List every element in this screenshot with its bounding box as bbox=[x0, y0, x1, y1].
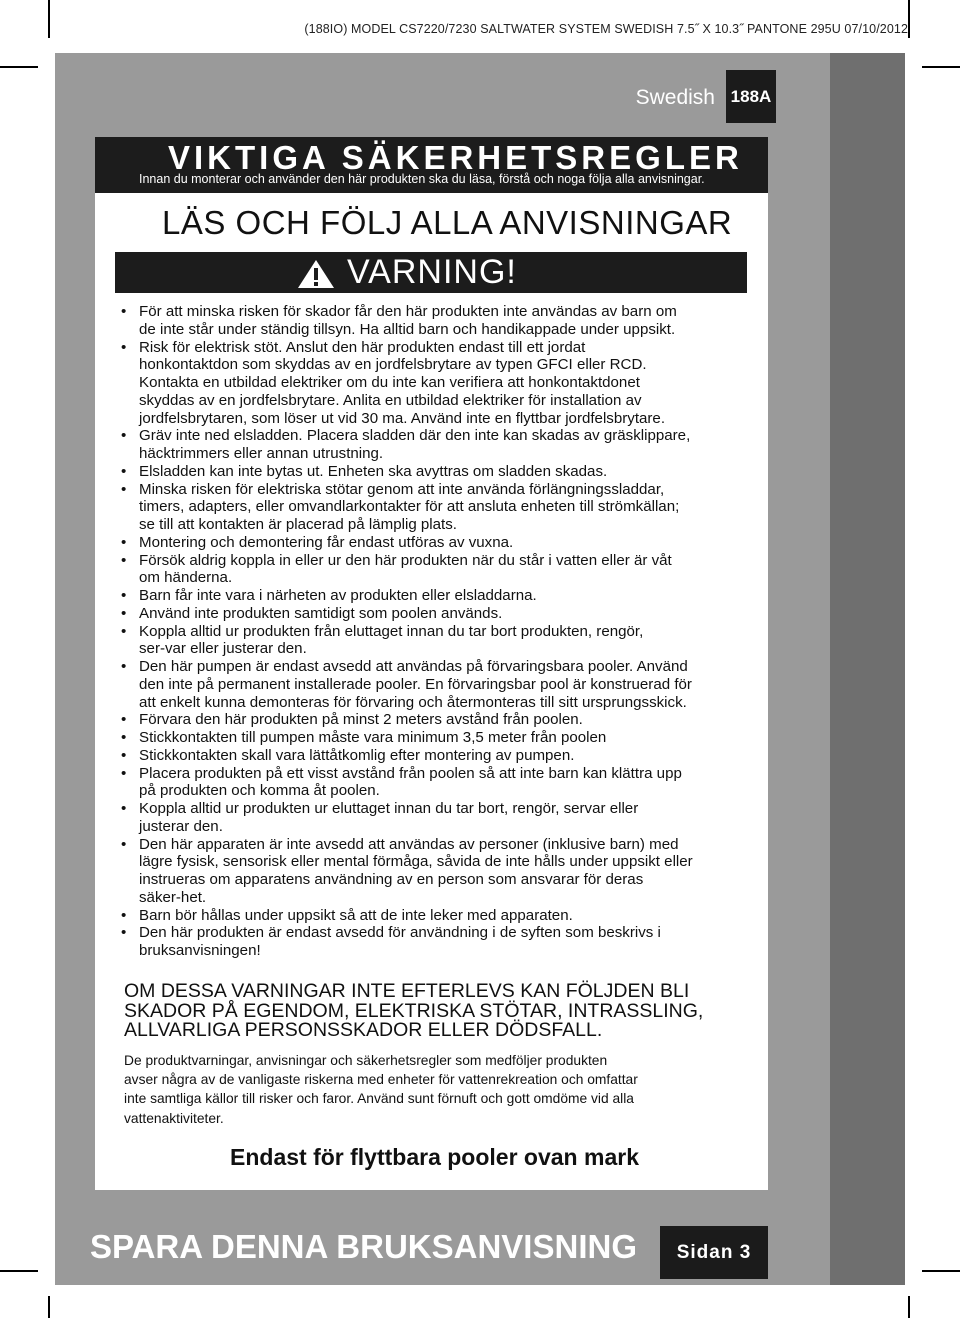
bullet-text: Gräv inte ned elsladden. Placera sladden där den inte kan skadas av gräsklippare, bbox=[139, 427, 691, 445]
bullet-icon: • bbox=[121, 604, 127, 622]
info-paragraph bbox=[124, 1051, 684, 1128]
bullet-icon: • bbox=[121, 711, 127, 729]
print-header: (188IO) MODEL CS7220/7230 SALTWATER SYSTEM SWEDISH 7.5˝ X 10.3˝ PANTONE 295U 07/10/2012 bbox=[304, 22, 908, 36]
bullet-item-continuation bbox=[121, 853, 751, 871]
bullet-icon: • bbox=[121, 462, 127, 480]
bullet-item-continuation bbox=[121, 942, 751, 960]
bullet-item bbox=[121, 339, 751, 357]
bullet-item bbox=[121, 534, 751, 552]
bullet-icon: • bbox=[121, 924, 127, 942]
language-label: Swedish bbox=[635, 86, 715, 109]
bullet-text: Den här produkten är endast avsedd för användning i de syften som beskrivs i bbox=[139, 924, 661, 942]
info-line: inte samtliga källor till risker och faror. Använd sunt förnuft och gott omdöme vid alla bbox=[124, 1091, 634, 1107]
bullet-icon: • bbox=[121, 587, 127, 604]
crop-mark bbox=[0, 66, 38, 68]
bullet-item bbox=[121, 623, 751, 641]
consequence-warning bbox=[124, 982, 703, 1041]
bullet-item bbox=[121, 605, 751, 623]
bullet-text: Den här pumpen är endast avsedd att användas på förvaringsbara pooler. Använd bbox=[139, 658, 688, 675]
bullet-item bbox=[121, 907, 751, 925]
bullet-text: Minska risken för elektriska stötar genom att inte använda förlängningssladdar, bbox=[139, 480, 665, 498]
bullet-item-continuation bbox=[121, 694, 751, 712]
bullet-text: Förvara den här produkten på minst 2 meters avstånd från poolen. bbox=[139, 711, 583, 729]
bullet-item bbox=[121, 800, 751, 818]
bullet-item-continuation bbox=[121, 410, 751, 428]
bullet-text: justerar den. bbox=[139, 817, 223, 835]
info-line: vattenaktiviteter. bbox=[124, 1110, 224, 1126]
bullet-text: Barn får inte vara i närheten av produkten eller elsladdarna. bbox=[139, 587, 537, 604]
read-heading: LÄS OCH FÖLJ ALLA ANVISNINGAR bbox=[162, 204, 733, 241]
bullet-icon: • bbox=[121, 658, 127, 675]
bullet-text: timers, adapters, eller omvandlarkontakter för att ansluta enheten till strömkällan; bbox=[139, 498, 680, 516]
bullet-icon: • bbox=[121, 835, 127, 853]
bullet-icon: • bbox=[121, 746, 127, 764]
bullet-text: lägre fysisk, sensorisk eller mental förmåga, såvida de inte hålls under uppsikt eller bbox=[139, 853, 693, 871]
bullet-text: Stickkontakten skall vara lättåtkomlig efter montering av pumpen. bbox=[139, 746, 575, 764]
intro-line: Innan du monterar och använder den här produkten ska du läsa, förstå och noga följa alla anvisningar. bbox=[139, 172, 705, 186]
bullet-item bbox=[121, 924, 751, 942]
bullet-item-continuation bbox=[121, 356, 751, 374]
bullet-text: honkontaktdon som skyddas av en jordfelsbrytare av typen GFCI eller RCD. bbox=[139, 356, 647, 374]
info-line: De produktvarningar, anvisningar och säkerhetsregler som medföljer produkten bbox=[124, 1053, 608, 1068]
bullet-text: Koppla alltid ur produkten ur eluttaget innan du tar bort, rengör, servar eller bbox=[139, 800, 639, 817]
bullet-icon: • bbox=[121, 338, 127, 356]
bullet-text: Elsladden kan inte bytas ut. Enheten ska avyttras om sladden skadas. bbox=[139, 462, 608, 480]
bullet-icon: • bbox=[121, 906, 127, 924]
bullet-item bbox=[121, 658, 751, 676]
bullet-item bbox=[121, 747, 751, 765]
crop-mark bbox=[908, 0, 910, 38]
bullet-icon: • bbox=[121, 427, 127, 445]
bullet-text: Risk för elektrisk stöt. Anslut den här produkten endast till ett jordat bbox=[139, 338, 586, 356]
crop-mark bbox=[48, 1296, 50, 1318]
consequence-line: OM DESSA VARNINGAR INTE EFTERLEVS KAN FÖLJDEN BLI bbox=[124, 980, 690, 1002]
bullet-text: om händerna. bbox=[139, 569, 233, 587]
bullet-icon: • bbox=[121, 551, 127, 569]
bullet-text: Barn bör hållas under uppsikt så att de inte leker med apparaten. bbox=[139, 906, 573, 924]
bullet-text: Stickkontakten till pumpen måste vara minimum 3,5 meter från poolen bbox=[139, 729, 607, 746]
bullet-text: jordfelsbrytaren, som löser ut vid 30 ma. Använd inte en flyttbar jordfelsbrytare. bbox=[139, 409, 666, 427]
bullet-item bbox=[121, 463, 751, 481]
bullet-text: Montering och demontering får endast utföras av vuxna. bbox=[139, 533, 514, 551]
bullet-item-continuation bbox=[121, 782, 751, 800]
bullet-item-continuation bbox=[121, 818, 751, 836]
edge-strip bbox=[830, 53, 905, 1285]
bullet-item bbox=[121, 765, 751, 783]
bullet-text: på produkten och komma åt poolen. bbox=[139, 782, 380, 800]
bullet-icon: • bbox=[121, 729, 127, 746]
bullet-icon: • bbox=[121, 622, 127, 640]
bullet-icon: • bbox=[121, 480, 127, 498]
bullet-item bbox=[121, 836, 751, 854]
bullet-item-continuation bbox=[121, 516, 751, 534]
bullet-item-continuation bbox=[121, 871, 751, 889]
bullet-text: Använd inte produkten samtidigt som poolen används. bbox=[139, 604, 503, 622]
footer-title: SPARA DENNA BRUKSANVISNING bbox=[90, 1228, 637, 1265]
warning-label: VARNING! bbox=[347, 253, 517, 291]
bullet-icon: • bbox=[121, 303, 127, 320]
title-bar bbox=[95, 137, 768, 193]
bullet-text: bruksanvisningen! bbox=[139, 942, 261, 959]
bullet-text: säker-het. bbox=[139, 888, 207, 906]
bullet-item-continuation bbox=[121, 640, 751, 658]
bullet-text: se till att kontakten är placerad på lämplig plats. bbox=[139, 516, 457, 533]
bullet-item bbox=[121, 481, 751, 499]
bullet-icon: • bbox=[121, 800, 127, 817]
bullet-item-continuation bbox=[121, 889, 751, 907]
warning-bar bbox=[115, 252, 747, 293]
bullet-item-continuation bbox=[121, 498, 751, 516]
crop-mark bbox=[922, 66, 960, 68]
bullet-text: Koppla alltid ur produkten från eluttaget innan du tar bort produkten, rengör, bbox=[139, 622, 644, 640]
consequence-line: SKADOR PÅ EGENDOM, ELEKTRISKA STÖTAR, INTRASSLING, bbox=[124, 999, 704, 1022]
bullet-text: Den här apparaten är inte avsedd att användas av personer (inklusive barn) med bbox=[139, 835, 679, 853]
bullet-text: Kontakta en utbildad elektriker om du inte kan verifiera att honkontaktdonet bbox=[139, 374, 640, 391]
pool-note: Endast för flyttbara pooler ovan mark bbox=[230, 1144, 639, 1170]
bullet-item bbox=[121, 587, 751, 605]
bullet-item-continuation bbox=[121, 321, 751, 339]
bullet-text: Försök aldrig koppla in eller ur den här produkten när du står i vatten eller är våt bbox=[139, 551, 672, 569]
crop-mark bbox=[0, 1270, 38, 1272]
page-number: Sidan 3 bbox=[660, 1226, 768, 1279]
safety-list bbox=[121, 303, 751, 960]
bullet-text: instrueras om apparatens användning av en person som ansvarar för deras bbox=[139, 871, 644, 888]
bullet-icon: • bbox=[121, 533, 127, 551]
warning-triangle-icon bbox=[297, 259, 335, 289]
model-tab: 188A bbox=[726, 70, 776, 123]
bullet-text: den inte på permanent installerade pooler. En förvaringsbar pool är konstruerad för bbox=[139, 675, 692, 693]
bullet-text: skyddas av en jordfelsbrytare. Anlita en utbildad elektriker för installation av bbox=[139, 391, 642, 409]
bullet-icon: • bbox=[121, 764, 127, 782]
bullet-text: Placera produkten på ett visst avstånd från poolen så att inte barn kan klättra upp bbox=[139, 764, 682, 782]
bullet-text: att enkelt kunna demonteras för förvaring och återmonteras till sitt ursprungsskick. bbox=[139, 693, 687, 711]
bullet-text: ser-var eller justerar den. bbox=[139, 640, 307, 658]
info-line: avser några av de vanligaste riskerna med enheter för vattenrekreation och omfattar bbox=[124, 1072, 638, 1088]
crop-mark bbox=[922, 1270, 960, 1272]
page-title: VIKTIGA SÄKERHETSREGLER bbox=[168, 139, 743, 176]
bullet-item-continuation bbox=[121, 676, 751, 694]
bullet-item bbox=[121, 552, 751, 570]
crop-mark bbox=[908, 1296, 910, 1318]
bullet-item-continuation bbox=[121, 569, 751, 587]
bullet-item bbox=[121, 729, 751, 747]
bullet-text: För att minska risken för skador får den här produkten inte användas av barn om bbox=[139, 303, 677, 320]
consequence-line: ALLVARLIGA PERSONSSKADOR ELLER DÖDSFALL. bbox=[124, 1019, 603, 1041]
bullet-item-continuation bbox=[121, 445, 751, 463]
bullet-item-continuation bbox=[121, 374, 751, 392]
bullet-item bbox=[121, 427, 751, 445]
bullet-text: de inte står under ständig tillsyn. Ha alltid barn och handikappade under uppsikt. bbox=[139, 320, 676, 338]
bullet-item bbox=[121, 303, 751, 321]
bullet-text: häcktrimmers eller annan utrustning. bbox=[139, 445, 384, 462]
bullet-item bbox=[121, 711, 751, 729]
bullet-item-continuation bbox=[121, 392, 751, 410]
